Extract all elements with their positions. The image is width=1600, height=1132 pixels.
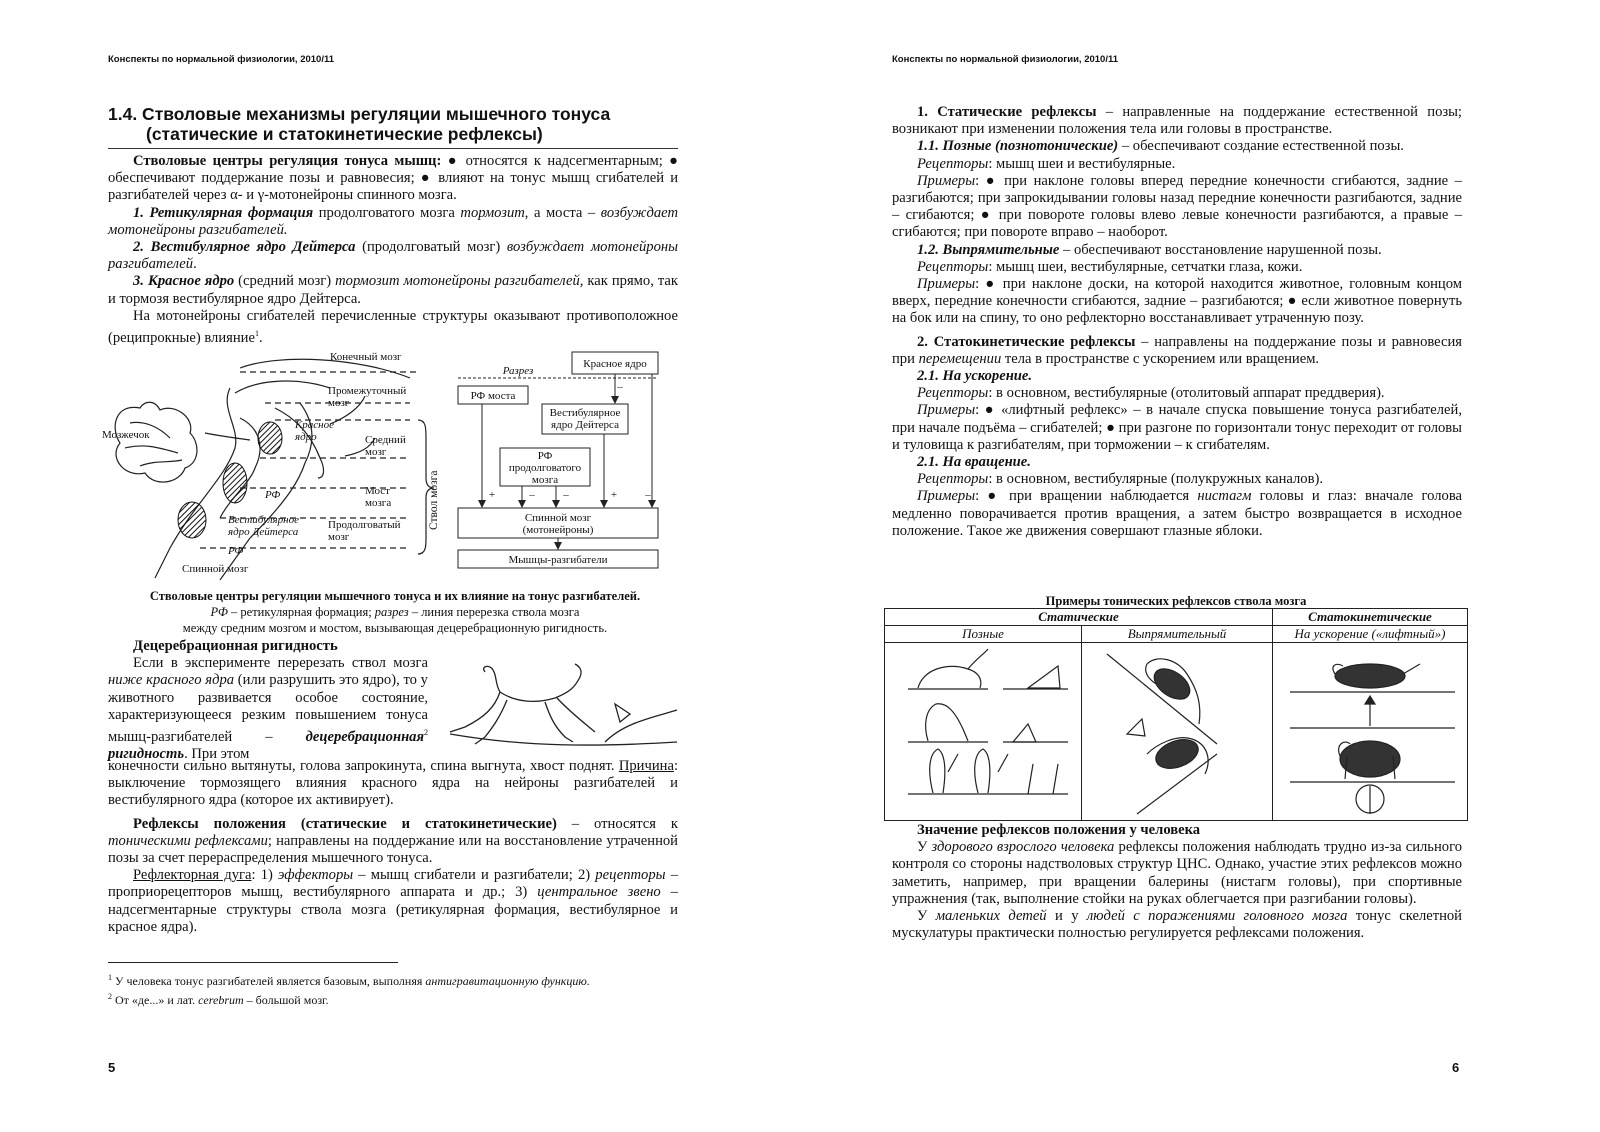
- paragraph-adult: У здорового взрослого человека рефлексы положения наблюдать трудно из-за сильного контроля со стороны надстволовых структур ЦНС. Однако, участие этих рефлексов можно заметить, например, при вращении балерины (нистагм головы), при спортивные упражнения (так, выполнение стойки на руках облегчается при разгибании головы).: [892, 839, 1462, 907]
- decerebrate-cat-figure: [445, 662, 680, 752]
- label-spinal-cord: Спинной мозг: [182, 563, 249, 575]
- svg-text:ядро: ядро: [295, 431, 317, 443]
- paragraph-reflex-arc: Рефлекторная дуга: 1) эффекторы – мышц сгибатели и разгибатели; 2) рецепторы – проприорецепторов мышц, вестибулярного аппарата и др.; 3) центральное звено – надсегментарные структуры ствола мозга (ретикулярная формация, вестибулярное и красное ядра).: [108, 867, 678, 935]
- table-img-acceleration: [1273, 643, 1468, 821]
- svg-text:–: –: [645, 489, 651, 501]
- paragraph-statokinetic: 2. Статокинетические рефлексы – направлены на поддержание позы и равновесия при перемещении тела в пространстве с ускорением или вращением.: [892, 333, 1463, 367]
- reflex-table: [884, 608, 1468, 821]
- table-header-static: Статические: [885, 609, 1273, 626]
- table-col-postural: Позные: [885, 626, 1082, 643]
- page-number: 6: [1452, 1060, 1460, 1075]
- paragraph-deiters: 2. Вестибулярное ядро Дейтерса (продолговатый мозг) возбуждает мотонейроны разгибателей.: [108, 239, 679, 273]
- footnotes: [108, 970, 688, 1008]
- svg-text:ядро Дейтерса: ядро Дейтерса: [228, 526, 299, 538]
- left-text-top: [108, 104, 678, 347]
- figure-caption: Стволовые центры регуляции мышечного тонуса и их влияние на тонус разгибателей. РФ – ретикулярная формация; разрез – линия перерезка ствола мозга между средним мозгом и мостом, вызывающая децеребрационную ригидность.: [149, 589, 641, 635]
- label-cut: Разрез: [502, 365, 534, 377]
- paragraph-rotation: 2.1. На вращение.: [917, 454, 1031, 471]
- box-vestibular: Вестибулярное: [549, 407, 621, 419]
- table-col-righting: Выпрямительный: [1082, 626, 1273, 643]
- title-rule: [108, 148, 678, 149]
- table-header-statokinetic: Статокинетические: [1273, 609, 1468, 626]
- right-text-bottom: [892, 822, 1462, 942]
- label-brainstem: Ствол мозга: [428, 470, 440, 530]
- svg-text:мозг: мозг: [328, 531, 350, 543]
- label-cerebellum: Мозжечок: [102, 429, 150, 441]
- decer-paragraph: Если в эксперименте перерезать ствол мозга ниже красного ядра (или разрушить это ядро), то у животного развивается особое состояние, характеризующееся резким повышением тонуса мышц-разгибателей – децеребрационная$^2$ ригидность. При этом: [108, 655, 428, 763]
- box-rf-pons: РФ моста: [470, 390, 516, 402]
- label-rf: РФ: [265, 489, 281, 501]
- page-number: 5: [108, 1060, 116, 1075]
- box-spinal-cord: Спинной мозг: [524, 512, 592, 524]
- footnote-rule: [108, 962, 398, 963]
- table-img-righting: [1082, 643, 1273, 821]
- paragraph-postural: 1.1. Позные (познотонические) – обеспечивают создание естественной позы.: [917, 138, 1404, 155]
- svg-text:–: –: [617, 381, 623, 393]
- label-medulla: Продолговатый: [328, 519, 401, 531]
- box-red-nucleus: Красное ядро: [583, 358, 647, 370]
- footnote-1: $^1$ У человека тонус разгибателей является базовым, выполняя антигравитационную функцию.: [108, 973, 590, 988]
- footnote-2: $^2$ От «де...» и лат. cerebrum – большой мозг.: [108, 992, 329, 1007]
- svg-text:продолговатого: продолговатого: [508, 462, 582, 474]
- paragraph-children: У маленьких детей и у людей с поражениями головного мозга тонус скелетной мускулатуры практически полностью регулируется рефлексами положения.: [892, 908, 1462, 942]
- paragraph-acceleration: 2.1. На ускорение.: [917, 368, 1033, 385]
- decer-heading: Децеребрационная ригидность: [133, 638, 338, 654]
- paragraph-red-nucleus: 3. Красное ядро (средний мозг) тормозит мотонейроны разгибателей, как прямо, так и тормозя вестибулярное ядро Дейтерса.: [108, 273, 678, 307]
- section-title: 1.4. Стволовые механизмы регуляции мышечного тонуса (статические и статокинетические рефлексы): [108, 104, 611, 144]
- running-header: Конспекты по нормальной физиологии, 2010/11: [892, 54, 1119, 65]
- decer-continuation: конечности сильно вытянуты, голова запрокинута, спина выгнута, хвост поднят. Причина: выключение тормозящего влияния красного ядра на нейроны разгибателей и вестибулярного ядра (которое их активирует).: [108, 758, 678, 809]
- human-heading: Значение рефлексов положения у человека: [917, 822, 1201, 838]
- table-title: Примеры тонических рефлексов ствола мозга: [1045, 594, 1307, 608]
- label-rf-2: РФ: [228, 545, 244, 557]
- label-endbrain: Конечный мозг: [330, 351, 402, 363]
- svg-text:ядро Дейтерса: ядро Дейтерса: [551, 419, 619, 431]
- paragraph-static: 1. Статические рефлексы – направленные на поддержание естественной позы; возникают при изменении положения тела или головы в пространстве.: [892, 104, 1462, 138]
- label-diencephalon: Промежуточный: [328, 385, 407, 397]
- block-scheme-figure: [452, 350, 664, 572]
- label-pons: Мост: [365, 485, 390, 497]
- paragraph-flexors: На мотонейроны сгибателей перечисленные структуры оказывают противоположное (реципрокные) влияние$^1$.: [108, 307, 678, 346]
- svg-text:–: –: [563, 489, 569, 501]
- right-page: [800, 0, 1600, 1132]
- svg-text:мозга: мозга: [531, 474, 559, 486]
- svg-text:мозг: мозг: [328, 397, 350, 409]
- paragraph-position-reflexes: Рефлексы положения (статические и статокинетические) – относятся к тоническими рефлексами; направлены на поддержание или на восстановление утраченной позы за счет перераспределения мышечного тонуса.: [108, 815, 678, 867]
- brainstem-anatomy-figure: [100, 348, 440, 580]
- label-midbrain: Средний: [365, 434, 406, 446]
- box-extensors: Мышцы-разгибатели: [508, 554, 608, 566]
- paragraph-rf: 1. Ретикулярная формация продолговатого мозга тормозит, а моста – возбуждает мотонейроны разгибателей.: [108, 204, 678, 238]
- paragraph-righting: 1.2. Выпрямительные – обеспечивают восстановление нарушенной позы.: [917, 241, 1382, 258]
- box-rf-medulla: РФ: [537, 450, 553, 462]
- svg-text:(мотонейроны): (мотонейроны): [522, 524, 594, 536]
- table-img-postural: [885, 643, 1082, 821]
- paragraph-stem-centers: Стволовые центры регуляция тонуса мышц: ● относятся к надсегментарным; ● обеспечивают поддержание позы и равновесия; ● влияют на тонус мышц сгибателей и разгибателей через α- и γ-мотонейроны спинного мозга.: [108, 153, 678, 204]
- label-red-nucleus: Красное: [295, 419, 335, 431]
- right-text-top: 1. Статические рефлексы – направленные на поддержание естественной позы; возникают при изменении положения тела или головы в пространстве. 1.1. Позные (познотонические) – обеспечивают создание естественной позы. Рецепторы: мышц шеи и вестибулярные. Примеры: ● при наклоне головы вперед передние конечности сгибаются, задние – разгибаются; при запрокидывании головы назад передние конечности разгибаются, задние – сгибаются; ● при повороте головы влево левые конечности разгибаются, а правые – сгибаются; при повороте вправо – наоборот. 1.2. Выпрямительные – обеспечивают восстановление нарушенной позы. Рецепторы: мышц шеи, вестибулярные, сетчатки глаза, кожи. Примеры: ● при наклоне доски, на которой находится животное, головным концом вверх, передние конечности сгибаются, задние – разгибаются; ● если животное повернуть на бок или на спину, то оно рефлекторно восстанавливает утраченную позу. 2. Статокинетические рефлексы – направлены на поддержание позы и равновесия при перемещении тела в пространстве с ускорением или вращением. 2.1. На ускорение. Рецепторы: в основном, вестибулярные (отолитовый аппарат преддверия). Примеры: ● «лифтный рефлекс» – в начале спуска повышение тонуса разгибателей, при начале подъёма – сгибателей; ● при разгоне по горизонтали тонус переходит от головы и туловища к разгибателям, при торможении – к сгибателям. 2.1. На вращение. Рецепторы: в основном, вестибулярные (полукружных каналов). Примеры: ● при вращении наблюдается нистагм головы и глаз: вначале голова медленно поворачивается против вращения, а затем быстро возвращается в исходное положение. Такое же движения совершают глазные яблоки.: [892, 104, 1463, 539]
- running-header: Конспекты по нормальной физиологии, 2010/11: [108, 54, 335, 65]
- left-decer-text: [108, 638, 428, 763]
- svg-text:+: +: [610, 489, 618, 501]
- svg-text:+: +: [488, 489, 496, 501]
- table-col-acceleration: На ускорение («лифтный»): [1273, 626, 1468, 643]
- svg-text:мозг: мозг: [365, 446, 387, 458]
- svg-text:мозга: мозга: [365, 497, 392, 509]
- svg-text:–: –: [529, 489, 535, 501]
- label-vestibular: Вестибулярное: [228, 514, 300, 526]
- left-text-bottom: [108, 758, 678, 936]
